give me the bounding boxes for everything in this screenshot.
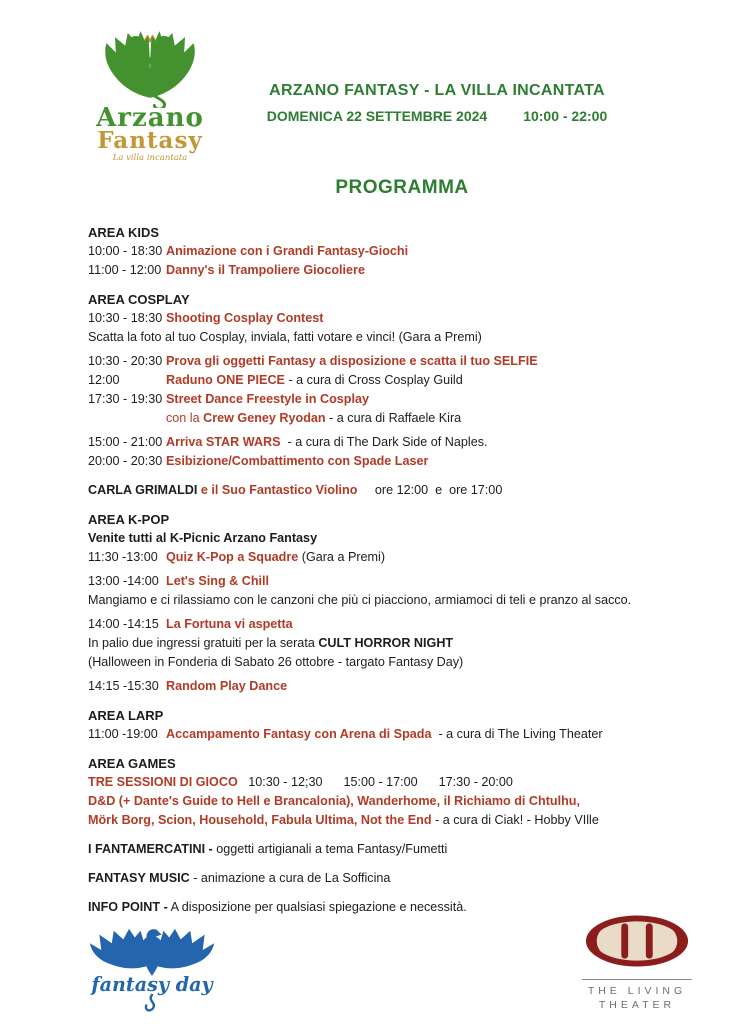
section-heading: AREA LARP <box>88 708 164 723</box>
note-row <box>88 773 668 792</box>
event-time: 14:15 -15:30 <box>88 679 159 693</box>
event-time: 11:30 -13:00 <box>88 550 158 564</box>
note-row <box>88 792 668 811</box>
row-text <box>88 775 513 789</box>
text-segment: - a cura di Cross Cosplay Guild <box>284 373 463 387</box>
row-text <box>166 309 668 328</box>
text-segment: - a cura di Ciak! - Hobby VIlle <box>431 813 599 827</box>
row-text <box>88 531 317 545</box>
page-title: PROGRAMMA <box>335 177 469 198</box>
text-segment: FANTASY MUSIC <box>88 871 190 885</box>
row-text <box>88 483 502 497</box>
text-segment: Mörk Borg, Scion, Household, Fabula Ultima, Not the End <box>88 813 432 827</box>
event-time: 10:00 - 18:30 <box>88 244 163 258</box>
event-row <box>88 572 668 591</box>
text-segment: - a cura di The Living Theater <box>431 727 603 741</box>
event-row <box>88 390 668 409</box>
event-row <box>88 615 668 634</box>
logo-word-arzano: Arzano <box>96 103 204 133</box>
text-segment: Shooting Cosplay Contest <box>166 311 324 325</box>
row-text <box>166 572 668 591</box>
text-segment: Street Dance Freestyle in Cosplay <box>166 392 369 406</box>
text-segment: Arriva STAR WARS <box>166 435 281 449</box>
row-text <box>88 636 453 650</box>
text-segment: La Fortuna vi aspetta <box>166 617 293 631</box>
row-text <box>166 433 668 452</box>
row-text <box>166 352 668 371</box>
section-heading: AREA K-POP <box>88 512 170 527</box>
text-segment: - a cura di Raffaele Kira <box>325 411 462 425</box>
text-segment: Prova gli oggetti Fantasy a disposizione e scatta il tuo SELFIE <box>166 354 538 368</box>
fantasy-day-logo <box>82 925 222 1022</box>
schedule <box>88 223 668 917</box>
row-text <box>88 871 390 885</box>
text-segment: ore 12:00 e ore 17:00 <box>357 483 503 497</box>
event-time: 12:00 <box>88 373 120 387</box>
event-row <box>88 371 668 390</box>
text-segment: e il Suo Fantastico Violino <box>197 483 358 497</box>
note-row <box>88 591 668 610</box>
logo-tagline: La villa incantata <box>112 153 188 163</box>
text-segment: oggetti artigianali a tema Fantasy/Fumetti <box>212 842 448 856</box>
text-segment: A disposizione per qualsiasi spiegazione e necessità. <box>167 900 467 914</box>
row-text <box>166 242 668 261</box>
row-text <box>166 725 668 744</box>
event-row <box>88 548 668 567</box>
text-segment: Scatta la foto al tuo Cosplay, inviala, fatti votare e vinci! (Gara a Premi) <box>88 330 482 344</box>
living-theater-divider <box>582 979 692 980</box>
living-theater-name-line1: THE LIVING <box>587 985 687 997</box>
text-segment: Esibizione/Combattimento con Spade Laser <box>166 454 429 468</box>
text-segment: Let's Sing & Chill <box>166 574 270 588</box>
text-segment: Accampamento Fantasy con Arena di Spada <box>166 727 432 741</box>
living-theater-mask-icon <box>583 913 691 969</box>
event-time: 14:00 -14:15 <box>88 617 159 631</box>
event-row <box>88 433 668 452</box>
event-title: ARZANO FANTASY - LA VILLA INCANTATA <box>269 82 605 99</box>
living-theater-name-line2: THEATER <box>598 999 676 1011</box>
note-row <box>88 481 668 500</box>
row-text <box>166 677 668 696</box>
text-segment: Venite tutti al K-Picnic Arzano Fantasy <box>88 531 318 545</box>
row-text <box>166 409 668 428</box>
event-row <box>88 452 668 471</box>
text-segment: Random Play Dance <box>166 679 288 693</box>
note-row <box>88 529 668 548</box>
text-segment: Animazione con i Grandi Fantasy-Giochi <box>166 244 409 258</box>
text-segment: Raduno ONE PIECE <box>166 373 285 387</box>
event-row <box>88 261 668 280</box>
note-row <box>88 811 668 830</box>
note-row <box>88 840 668 859</box>
living-theater-logo <box>580 913 694 1012</box>
row-text <box>166 548 668 567</box>
event-time: 13:00 -14:00 <box>88 574 159 588</box>
event-time: 17:30 - 19:30 <box>88 392 163 406</box>
arzano-dragon-icon <box>90 26 210 108</box>
logo-word-fantasy: Fantasy <box>97 127 203 154</box>
text-segment: - animazione a cura de La Sofficina <box>189 871 391 885</box>
text-segment: 10:30 - 12;30 15:00 - 17:00 17:30 - 20:00 <box>237 775 513 789</box>
note-row <box>88 653 668 672</box>
arzano-fantasy-logo <box>80 26 220 163</box>
row-text <box>166 371 668 390</box>
row-text <box>88 813 599 827</box>
event-row <box>88 409 668 428</box>
event-time: 11:00 - 12:00 <box>88 263 162 277</box>
fantasy-day-dragon-icon <box>85 925 219 1017</box>
text-segment: Mangiamo e ci rilassiamo con le canzoni che più ci piacciono, armiamoci di teli e pranzo al sacco. <box>88 593 632 607</box>
row-text <box>166 261 668 280</box>
note-row <box>88 634 668 653</box>
event-row <box>88 352 668 371</box>
text-segment: con la <box>166 411 204 425</box>
note-row <box>88 869 668 888</box>
row-text <box>88 842 447 856</box>
event-row <box>88 309 668 328</box>
text-segment: Danny's il Trampoliere Giocoliere <box>166 263 365 277</box>
event-time: 20:00 - 20:30 <box>88 454 163 468</box>
event-row <box>88 725 668 744</box>
row-text <box>166 390 668 409</box>
row-text <box>166 452 668 471</box>
row-text <box>88 900 467 914</box>
event-date: DOMENICA 22 SETTEMBRE 2024 <box>266 108 488 124</box>
row-text <box>88 330 482 344</box>
event-date-line <box>220 108 654 124</box>
text-segment: - a cura di The Dark Side of Naples. <box>280 435 488 449</box>
event-row <box>88 677 668 696</box>
flyer-header <box>0 0 730 163</box>
event-time: 10:30 - 20:30 <box>88 354 163 368</box>
text-segment: I FANTAMERCATINI - <box>88 842 213 856</box>
note-row <box>88 328 668 347</box>
text-segment: Quiz K-Pop a Squadre <box>166 550 299 564</box>
text-segment: D&D (+ Dante's Guide to Hell e Brancalonia), Wanderhome, il Richiamo di Chtulhu, <box>88 794 580 808</box>
text-segment: CULT HORROR NIGHT <box>318 636 454 650</box>
section-heading: AREA KIDS <box>88 225 160 240</box>
fantasy-day-label: fantasy day <box>91 973 213 997</box>
row-text <box>88 655 463 669</box>
event-hours: 10:00 - 22:00 <box>523 108 608 124</box>
text-segment: (Gara a Premi) <box>298 550 386 564</box>
section-heading: AREA COSPLAY <box>88 292 190 307</box>
text-segment: TRE SESSIONI DI GIOCO <box>88 775 238 789</box>
text-segment: CARLA GRIMALDI <box>88 483 198 497</box>
event-time: 10:30 - 18:30 <box>88 311 163 325</box>
event-row <box>88 242 668 261</box>
row-text <box>166 615 668 634</box>
section-heading: AREA GAMES <box>88 756 176 771</box>
header-text <box>220 26 654 124</box>
row-text <box>88 794 580 808</box>
row-text <box>88 593 631 607</box>
text-segment: INFO POINT - <box>88 900 168 914</box>
text-segment: (Halloween in Fonderia di Sabato 26 ottobre - targato Fantasy Day) <box>88 655 464 669</box>
event-time: 15:00 - 21:00 <box>88 435 163 449</box>
text-segment: In palio due ingressi gratuiti per la serata <box>88 636 319 650</box>
text-segment: Crew Geney Ryodan <box>203 411 326 425</box>
event-time: 11:00 -19:00 <box>88 727 158 741</box>
